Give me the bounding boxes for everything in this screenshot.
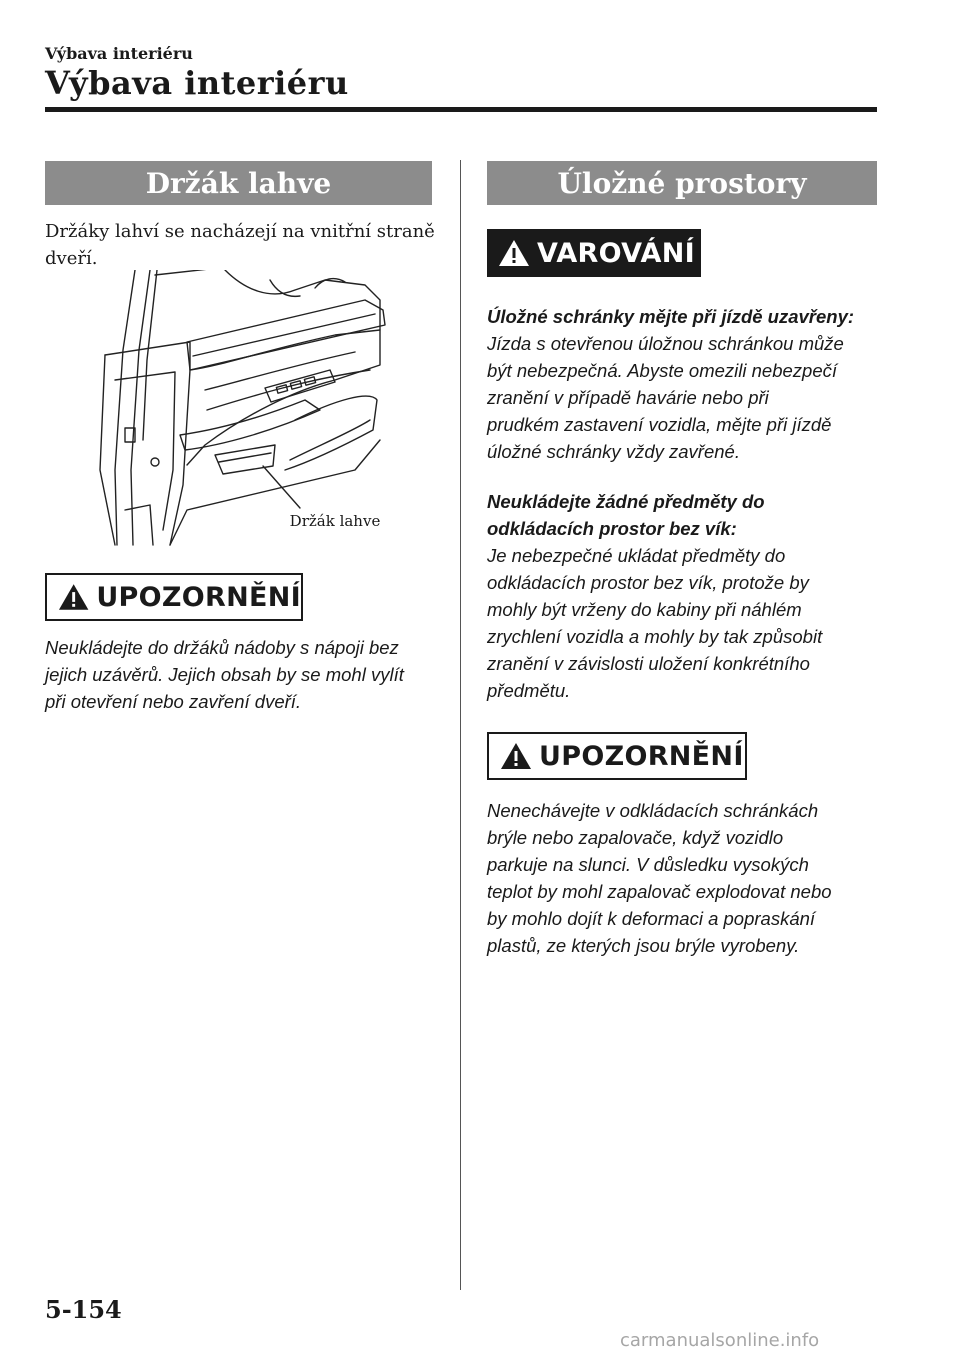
warning-paragraph-1: Úložné schránky mějte při jízdě uzavřeny: Jízda s otevřenou úložnou schránkou může být nebezpečná. Abyste omezili nebezpečí zranění v případě havárie nebo při prudkém zastavení vozidla, mějte při jízdě úložné schránky vždy zavřené.: [487, 306, 855, 462]
caution-box: [45, 573, 303, 621]
figure-label: Držák lahve: [289, 512, 381, 530]
watermark: carmanualsonline.info: [620, 1330, 820, 1351]
breadcrumb: Výbava interiéru: [45, 44, 193, 63]
section-heading-bottle-holder: [45, 161, 432, 205]
warning-box: [487, 229, 701, 277]
column-divider: [460, 160, 461, 1290]
door-illustration: [95, 270, 395, 555]
warning-heading: Neukládejte žádné předměty do: [487, 491, 765, 512]
warning-triangle-icon: [57, 582, 90, 612]
section-heading-storage: [487, 161, 877, 205]
page-title: Výbava interiéru: [45, 64, 349, 102]
page-number: 5-154: [45, 1295, 122, 1324]
warning-triangle-icon: [497, 238, 531, 268]
title-rule: [45, 107, 877, 112]
intro-paragraph: Držáky lahví se nacházejí na vnitřní straně dveří.: [45, 221, 435, 269]
caution-label: UPOZORNĚNÍ: [96, 581, 301, 613]
warning-heading: odkládacích prostor bez vík:: [487, 518, 737, 539]
caution-text: Neukládejte do držáků nádoby s nápoji bez jejich uzávěrů. Jejich obsah by se mohl vylít při otevření nebo zavření dveří.: [45, 637, 404, 712]
section-heading-text: Úložné prostory: [557, 166, 807, 200]
warning-label: VAROVÁNÍ: [537, 237, 695, 269]
caution-text: Nenechávejte v odkládacích schránkách brýle nebo zapalovače, když vozidlo parkuje na slunci. V důsledku vysokých teplot by mohl zapalovač explodovat nebo by mohlo dojít k deformaci a popraskání plastů, ze kterých jsou brýle vyrobeny.: [487, 800, 832, 956]
warning-heading: Úložné schránky mějte při jízdě uzavřeny:: [487, 306, 855, 327]
warning-paragraph-2: Neukládejte žádné předměty do odkládacích prostor bez vík: Je nebezpečné ukládat předměty do odkládacích prostor bez vík, protože by mohly být vrženy do kabiny při náhlém zrychlení vozidla a mohly by tak způsobit zranění v závislosti uložení konkrétního předmětu.: [487, 491, 823, 701]
section-heading-text: Držák lahve: [145, 166, 332, 200]
caution-label: UPOZORNĚNÍ: [539, 740, 744, 772]
caution-box: [487, 732, 747, 780]
warning-triangle-icon: [499, 741, 533, 771]
